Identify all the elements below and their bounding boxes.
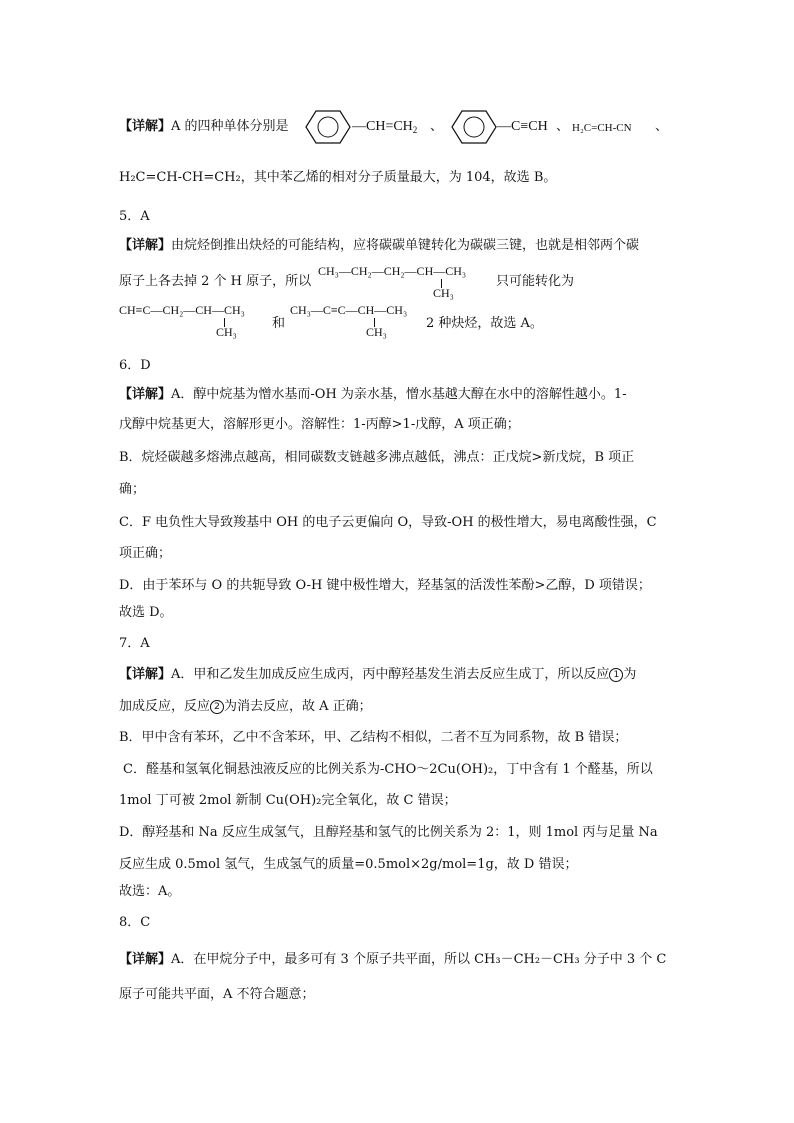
alkyne-1-main: CH≡C—CH₂—CH—CH₃ bbox=[119, 303, 245, 317]
alkane-structure bbox=[318, 264, 498, 304]
q5-answer: 5．A bbox=[119, 209, 150, 224]
alkyne-2-structure bbox=[290, 303, 430, 343]
q8-answer: 8．C bbox=[119, 915, 151, 930]
separator: 、 bbox=[655, 119, 669, 134]
q6-d1: D．由于苯环与 O 的共轭导致 O-H 键中极性增大，羟基氢的活泼性苯酚>乙醇，D 项错误； bbox=[119, 578, 651, 593]
q5-line2-pre: 原子上各去掉 2 个 H 原子，所以 bbox=[119, 274, 312, 289]
q6-answer: 6．D bbox=[119, 358, 151, 373]
benzene-ring-icon bbox=[444, 107, 504, 147]
alkyne-2-branch: CH₃ bbox=[366, 325, 387, 339]
q5-and: 和 bbox=[272, 316, 286, 331]
q7-answer: 7．A bbox=[119, 636, 150, 651]
separator: 、 bbox=[556, 119, 570, 134]
separator: 、 bbox=[430, 119, 444, 134]
alkyne-2-main: CH₃—C≡C—CH—CH₃ bbox=[290, 303, 408, 317]
q8-a2: 原子可能共平面，A 不符合题意； bbox=[119, 987, 315, 1002]
q7-d1: D．醇羟基和 Na 反应生成氢气，且醇羟基和氢气的比例关系为 2：1，则 1mol 丙与足量 Na bbox=[119, 825, 658, 840]
q8-a1: 【详解】A．在甲烷分子中，最多可有 3 个原子共平面，所以 CH₃－CH₂－CH₃ 分子中 3 个 C bbox=[119, 952, 667, 967]
q7-b1: B．甲中含有苯环，乙中不含苯环，甲、乙结构不相似，二者不互为同系物，故 B 错误； bbox=[119, 730, 628, 745]
q5-line1: 【详解】由烷烃倒推出炔烃的可能结构，应将碳碳单键转化为碳碳三键，也就是相邻两个碳 bbox=[119, 238, 640, 253]
acrylonitrile-formula: H₂C=CH-CN bbox=[572, 122, 632, 134]
q6-conclusion: 故选 D。 bbox=[119, 605, 173, 620]
benzene-ring-icon bbox=[298, 107, 358, 147]
detail-tag: 【详解】 bbox=[119, 387, 172, 402]
q6-a2: 戊醇中烷基更大，溶解形更小。溶解性：1-丙醇>1-戊醇，A 项正确； bbox=[119, 417, 520, 432]
q6-c2: 项正确； bbox=[119, 546, 172, 561]
circled-number-1-icon: 1 bbox=[609, 668, 623, 682]
q7-a2: 加成反应，反应 2 为消去反应，故 A 正确； bbox=[119, 699, 372, 714]
q6-a1: 【详解】A．醇中烷基为憎水基而-OH 为亲水基，憎水基越大醇在水中的溶解性越小。1- bbox=[119, 387, 627, 402]
q7-a1: 【详解】A．甲和乙发生加成反应生成丙，丙中醇羟基发生消去反应生成丁，所以反应 1 为 bbox=[119, 667, 637, 682]
detail-tag: 【详解】 bbox=[119, 119, 172, 134]
alkane-branch: CH₃ bbox=[433, 286, 454, 300]
q4-line1 bbox=[119, 117, 289, 137]
q7-c1: C．醛基和氢氧化铜悬浊液反应的比例关系为-CHO～2Cu(OH)₂，丁中含有 1 个醛基，所以 bbox=[123, 762, 653, 777]
detail-tag: 【详解】 bbox=[119, 952, 172, 967]
q6-c1: C．F 电负性大导致羧基中 OH 的电子云更偏向 O，导致-OH 的极性增大，易电离酸性强，C bbox=[119, 515, 657, 530]
detail-tag: 【详解】 bbox=[119, 667, 172, 682]
q6-b2: 确； bbox=[119, 482, 146, 497]
q5-line2-post: 只可能转化为 bbox=[496, 274, 575, 289]
q6-b1: B．烷烃碳越多熔沸点越高，相同碳数支链越多沸点越低，沸点：正戊烷>新戊烷，B 项正 bbox=[119, 450, 635, 465]
alkyne-1-branch: CH₃ bbox=[216, 325, 237, 339]
q7-c2: 1mol 丁可被 2mol 新制 Cu(OH)₂完全氧化，故 C 错误； bbox=[119, 793, 457, 808]
circled-number-2-icon: 2 bbox=[210, 700, 224, 714]
q7-conclusion: 故选：A。 bbox=[119, 884, 181, 899]
detail-tag: 【详解】 bbox=[119, 238, 172, 253]
styrene-formula: $—CH=CH_2$ bbox=[352, 119, 418, 135]
alkane-main-chain: CH₃—CH₂—CH₂—CH—CH₃ bbox=[318, 264, 467, 278]
q5-line3-post: 2 种炔烃，故选 A。 bbox=[426, 316, 543, 331]
q7-d2: 反应生成 0.5mol 氢气，生成氢气的质量=0.5mol×2g/mol=1g，故 D 错误； bbox=[119, 857, 578, 872]
q4-line1-text: A 的四种单体分别是 bbox=[171, 119, 289, 134]
phenylacetylene-formula: —C≡CH bbox=[497, 119, 548, 134]
alkyne-1-structure bbox=[119, 303, 279, 343]
q4-line2: H₂C=CH-CH=CH₂，其中苯乙烯的相对分子质量最大，为 104，故选 B。 bbox=[119, 170, 557, 185]
